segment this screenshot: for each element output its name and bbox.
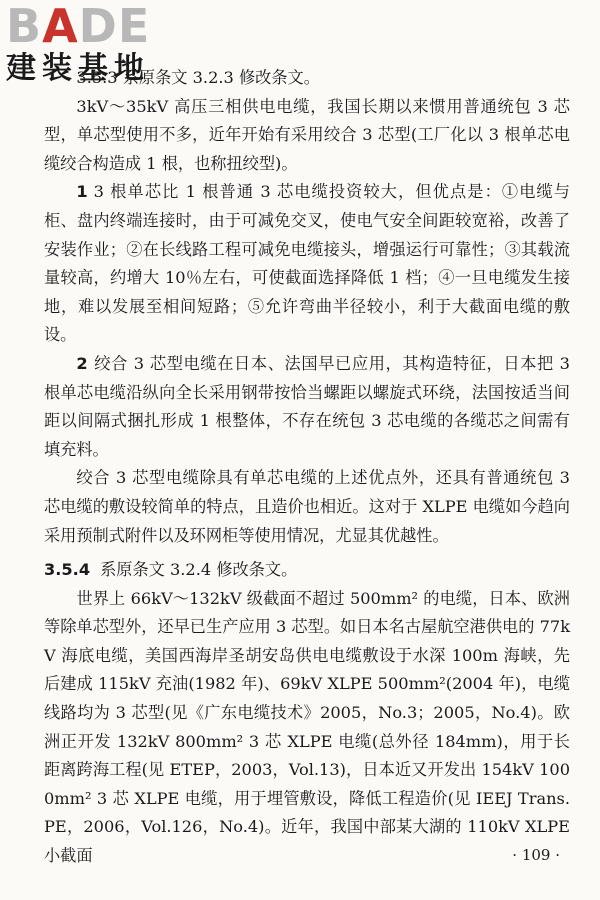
section-number: 3.5.4 <box>44 560 91 580</box>
section-heading-354 <box>44 556 570 585</box>
paragraph-item-1 <box>44 178 570 350</box>
paragraph-world-cables: 世界上 66kV～132kV 级截面不超过 500mm² 的电缆，日本、欧洲等除单芯型外，还早已生产应用 3 芯型。如日本名古屋航空港供电的 77kV 海底电缆，美国西海岸圣胡安岛供电电缆敷设于水深 100m 海峡，先后建成 115kV 充油(1982 年)、69kV XLPE 500mm²(2004 年)，电缆线路均为 3 芯型(见《广东电缆技术》2005，No.3；2005，No.4)。欧洲正开发 132kV 800mm² 3 芯 XLPE 电缆(总外径 184mm)，用于长距离跨海工程(见 ETEP，2003，Vol.13)，日本近又开发出 154kV 1000mm² 3 芯 XLPE 电缆，用于埋管敷设，降低工程造价(见 IEEJ Trans. PE，2006，Vol.126，No.4)。近年，我国中部某大湖的 110kV XLPE 小截面 <box>44 588 570 866</box>
paragraph-advantages: 绞合 3 芯型电缆除具有单芯电缆的上述优点外，还具有普通统包 3 芯电缆的敷设较简单的特点，且造价也相近。这对于 XLPE 电缆如今趋向采用预制式附件以及环网柜等使用情况，尤显其优越性。 <box>44 468 570 545</box>
logo-sub-text: 建装基地 <box>6 51 150 86</box>
paragraph-intro: 3kV～35kV 高压三相供电电缆，我国长期以来惯用普通统包 3 芯型，单芯型使用不多，近年开始有采用绞合 3 芯型(工厂化以 3 根单芯电缆绞合构造成 1 根，也称扭绞型)。 <box>44 96 570 173</box>
item-number: 1 <box>76 182 88 202</box>
item-number: 2 <box>76 353 88 373</box>
logo-main-text: BADE <box>6 0 151 53</box>
page-body <box>44 64 570 871</box>
paragraph-item-2 <box>44 350 570 464</box>
item-text: 绞合 3 芯型电缆在日本、法国早已应用，其构造特征，日本把 3 根单芯电缆沿纵向全长采用钢带按恰当螺距以螺旋式环绕，法国按适当间距以间隔式捆扎形成 1 根整体，不存在统包 3 芯电缆的各缆芯之间需有填充料。 <box>44 353 570 459</box>
page-number: · 109 · <box>512 846 560 864</box>
item-text: 3 根单芯比 1 根普通 3 芯电缆投资较大，但优点是：①电缆与柜、盘内终端连接时，由于可减免交叉，使电气安全间距较宽裕，改善了安装作业；②在长线路工程可减免电缆接头，增强运行可靠性；③其载流量较高，约增大 10％左右，可使截面选择降低 1 档；④一旦电缆发生接地，难以发展至相间短路；⑤允许弯曲半径较小，利于大截面电缆的敷设。 <box>44 182 570 345</box>
section-title: 系原条文 3.2.4 修改条文。 <box>100 560 298 580</box>
paragraph-section-353: 3.5.3 系原条文 3.2.3 修改条文。 <box>76 68 320 87</box>
